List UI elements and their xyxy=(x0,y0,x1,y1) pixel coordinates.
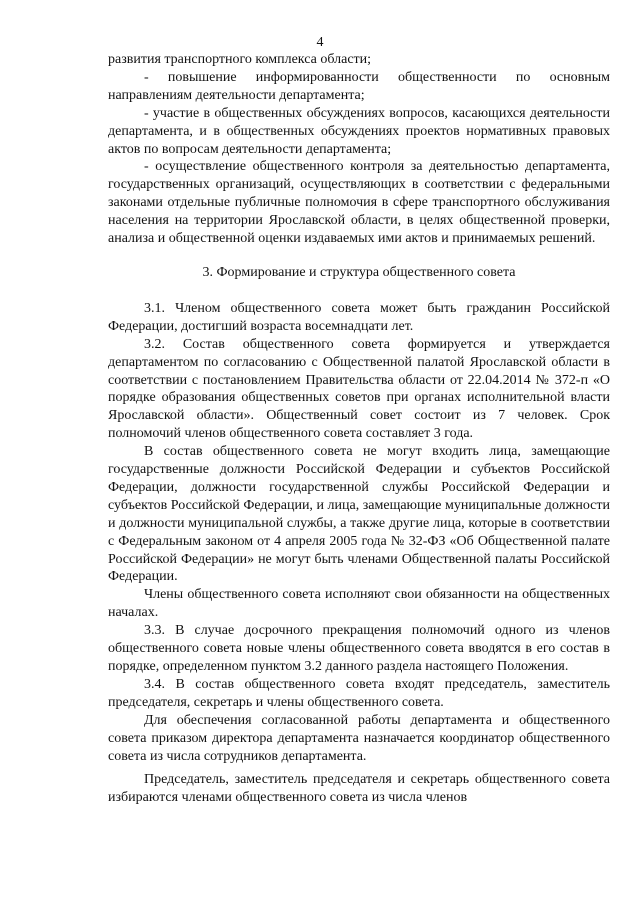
paragraph-voluntary: Члены общественного совета исполняют свои обязанности на общественных началах. xyxy=(108,587,610,621)
paragraph-restrictions: В состав общественного совета не могут входить лица, замещающие государственные должности Российской Федерации и субъектов Российской Федерации, должности государственной службы Российской Федерации и субъектов Российской Федерации, и лица, замещающие муниципальные должности и должности муниципальной службы, а также другие лица, которые в соответствии с Федеральным законом от 4 апреля 2005 года № 32-ФЗ «Об Общественной палате Российской Федерации» не могут быть членами Общественной палаты Российской Федерации. xyxy=(108,444,610,585)
section-heading: 3. Формирование и структура общественного совета xyxy=(202,264,516,280)
document-body xyxy=(108,51,610,807)
page-number: 4 xyxy=(316,35,324,50)
paragraph-coordinator: Для обеспечения согласованной работы департамента и общественного совета приказом директора департамента назначается координатор общественного совета из числа сотрудников департамента. xyxy=(108,712,610,764)
list-item-public-control: - осуществление общественного контроля за деятельностью департамента, государственных организаций, осуществляющих в соответствии с федеральными законами отдельные публичные полномочия в сфере транспортного обслуживания населения на территории Ярославской области, в целях общественной проверки, анализа и общественной оценки издаваемых ими актов и принимаемых решений. xyxy=(108,159,610,247)
paragraph-3-4: 3.4. В состав общественного совета входят председатель, заместитель председателя, секретарь и члены общественного совета. xyxy=(108,676,610,710)
paragraph-continuation: развития транспортного комплекса области; xyxy=(108,52,372,67)
list-item-public-discussions: - участие в общественных обсуждениях вопросов, касающихся деятельности департамента, и в общественных обсуждениях проектов нормативных правовых актов по вопросам деятельности департамента; xyxy=(108,105,610,157)
paragraph-3-1: 3.1. Членом общественного совета может быть гражданин Российской Федерации, достигший возраста восемнадцати лет. xyxy=(108,300,610,334)
paragraph-3-2: 3.2. Состав общественного совета формируется и утверждается департаментом по согласованию с Общественной палатой Ярославской области в соответствии с постановлением Правительства области от 22.04.2014 № 372-п «О порядке образования общественных советов при органах исполнительной власти Ярославской области». Общественный совет состоит из 7 человек. Срок полномочий членов общественного совета составляет 3 года. xyxy=(108,336,610,442)
paragraph-3-3: 3.3. В случае досрочного прекращения полномочий одного из членов общественного совета новые члены общественного совета вводятся в его состав в порядке, определенном пунктом 3.2 данного раздела настоящего Положения. xyxy=(108,623,610,674)
paragraph-election: Председатель, заместитель председателя и секретарь общественного совета избираются членами общественного совета из числа членов xyxy=(108,772,610,806)
list-item-informing: - повышение информированности общественности по основным направлениям деятельности департамента; xyxy=(108,69,610,103)
